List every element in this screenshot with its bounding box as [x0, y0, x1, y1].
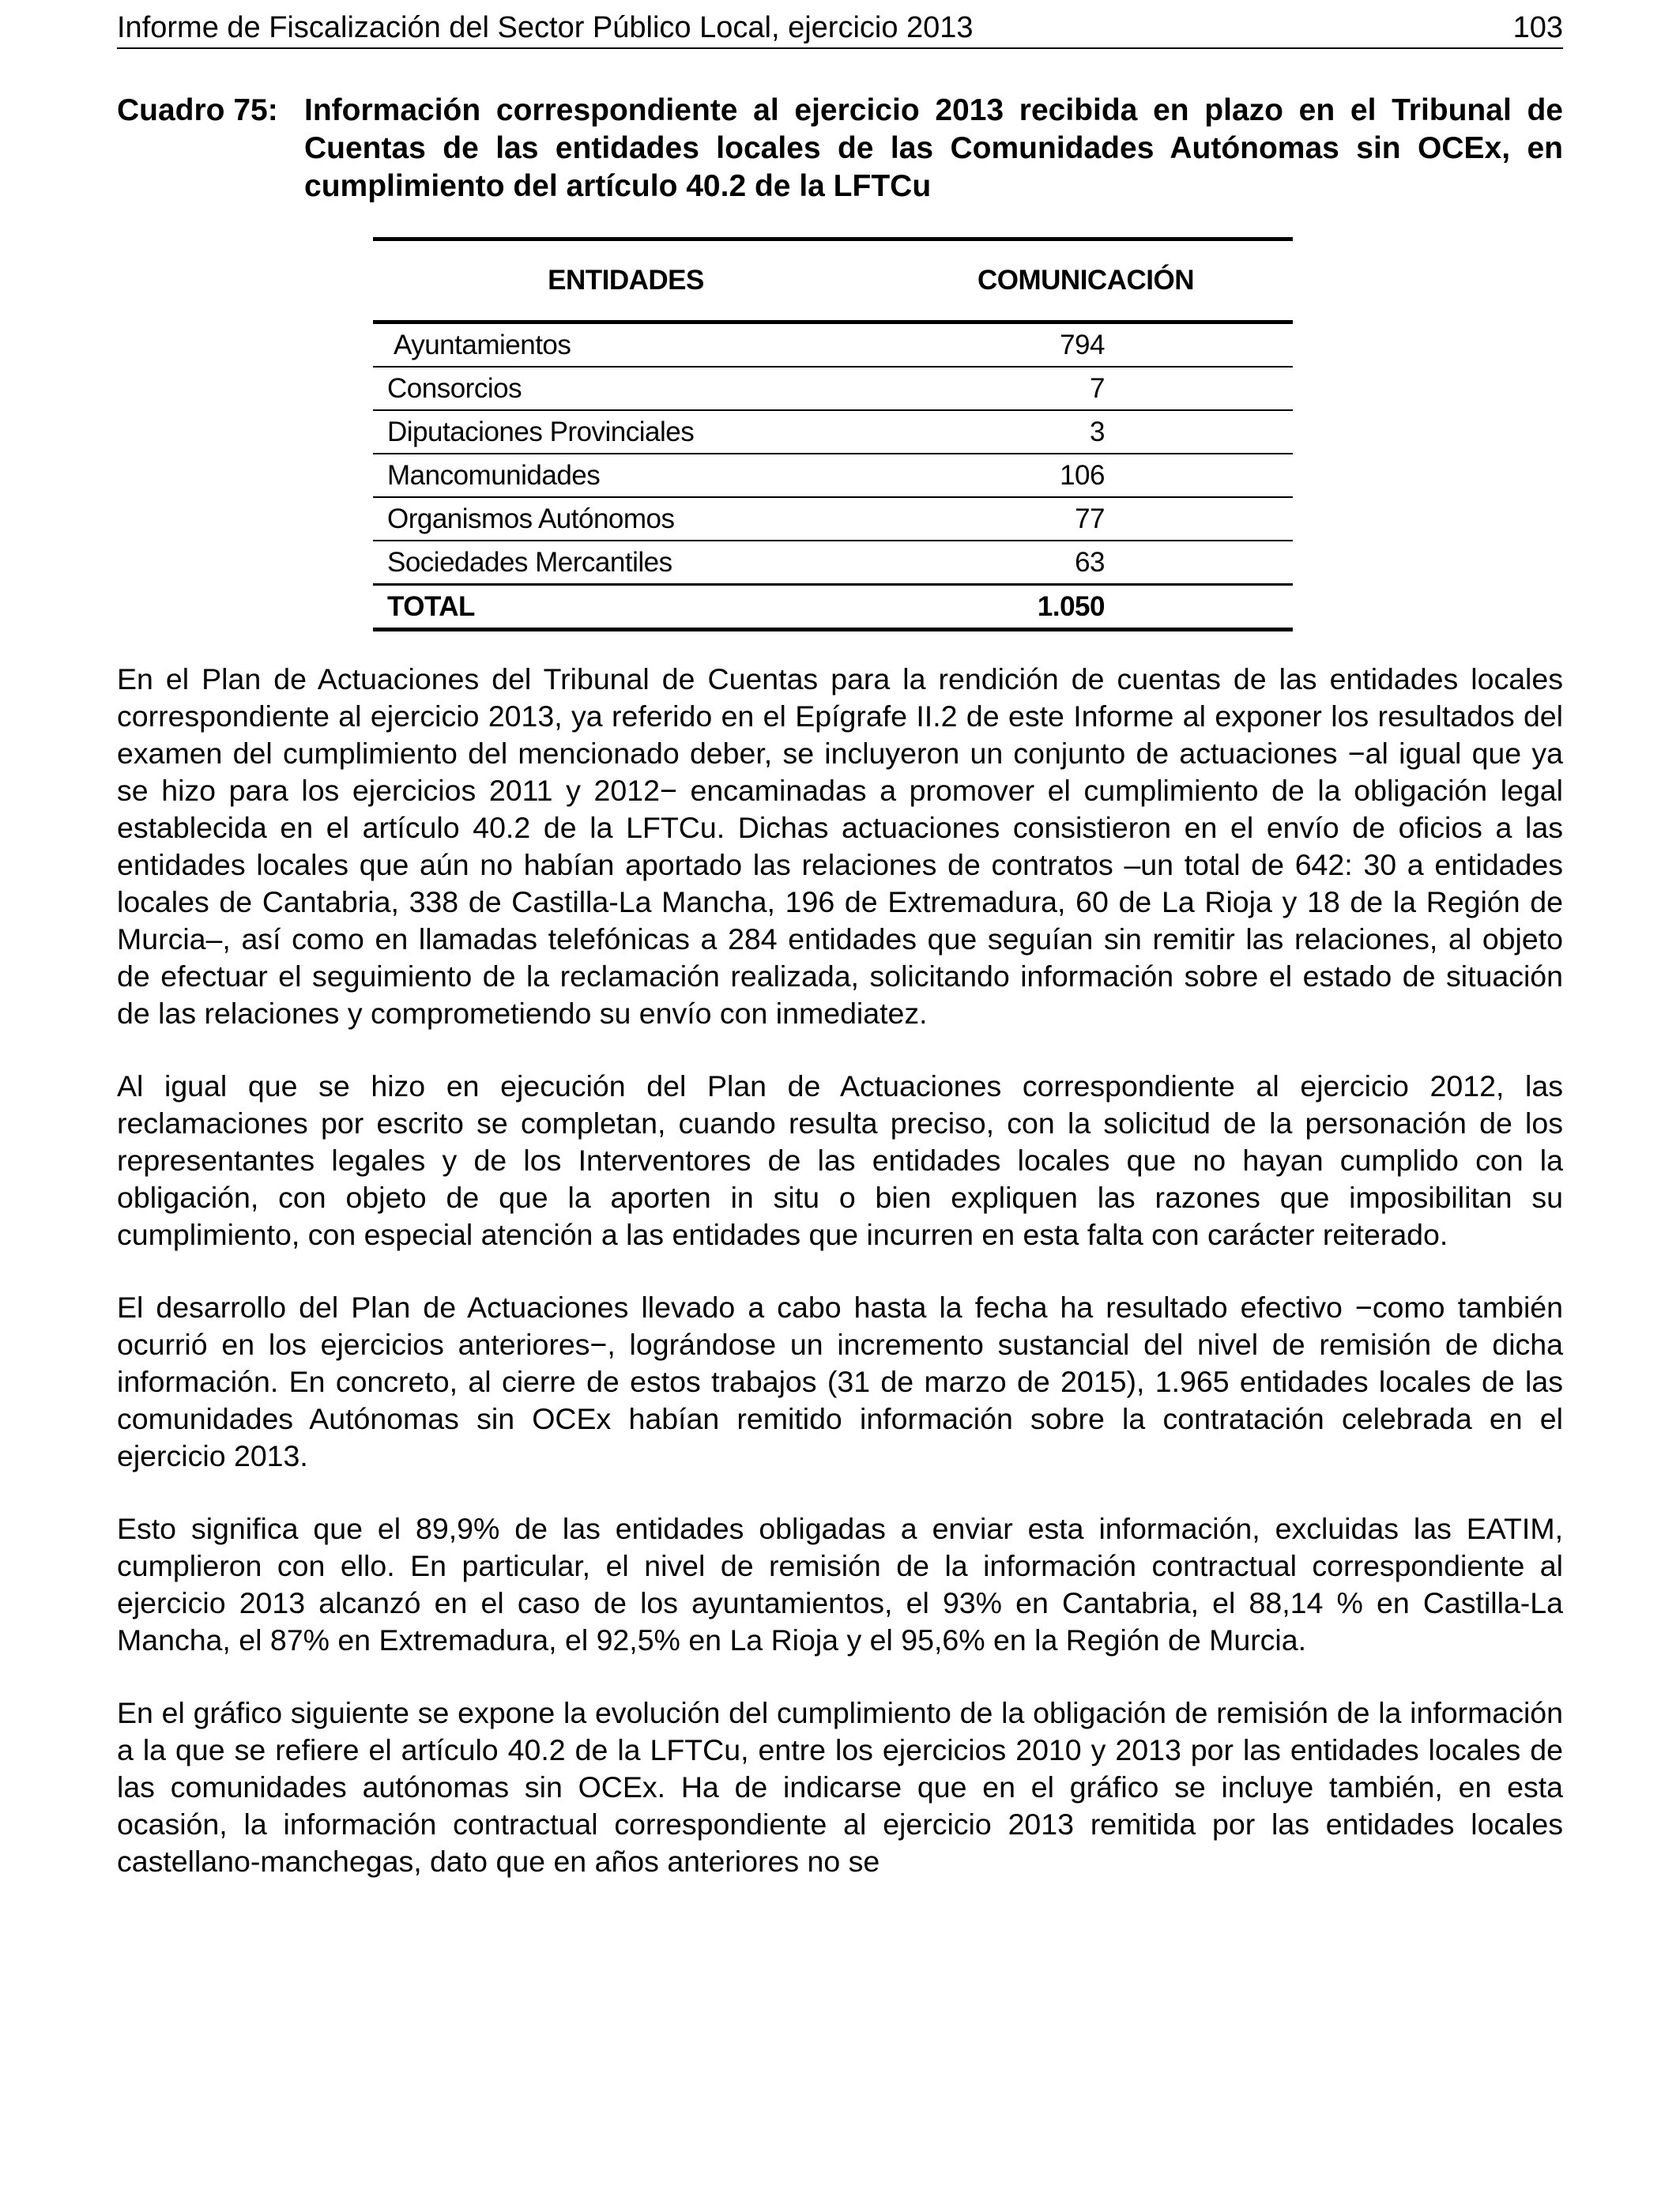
table-row — [373, 454, 1293, 497]
row-name: Mancomunidades — [373, 454, 879, 497]
header-title: Informe de Fiscalización del Sector Público Local, ejercicio 2013 — [117, 11, 974, 44]
data-table — [373, 237, 1293, 631]
row-name: Consorcios — [373, 367, 879, 410]
table-row — [373, 410, 1293, 454]
entities-table — [373, 237, 1293, 631]
paragraph: El desarrollo del Plan de Actuaciones llevado a cabo hasta la fecha ha resultado efectivo −como también ocurrió en los ejercicios anteriores−, lográndose un incremento sustancial del nivel de remisión de dicha información. En concreto, al cierre de estos trabajos (31 de marzo de 2015), 1.965 entidades locales de las comunidades Autónomas sin OCEx habían remitido información sobre la contratación celebrada en el ejercicio 2013. — [117, 1291, 1563, 1472]
paragraph: En el gráfico siguiente se expone la evolución del cumplimiento de la obligación de remisión de la información a la que se refiere el artículo 40.2 de la LFTCu, entre los ejercicios 2010 y 2013 por las entidades locales de las comunidades autónomas sin OCEx. Ha de indicarse que en el gráfico se incluye también, en esta ocasión, la información contractual correspondiente al ejercicio 2013 remitida por las entidades locales castellano-manchegas, dato que en años anteriores no se — [117, 1696, 1563, 1878]
total-label: TOTAL — [373, 585, 879, 630]
table-row — [373, 322, 1293, 368]
row-value: 7 — [879, 367, 1293, 410]
row-value: 794 — [879, 322, 1293, 368]
row-name: Sociedades Mercantiles — [373, 541, 879, 585]
row-value: 106 — [879, 454, 1293, 497]
table-row — [373, 541, 1293, 585]
caption-label: Cuadro 75: — [117, 93, 278, 127]
column-header-comunicacion: COMUNICACIÓN — [879, 239, 1293, 322]
body-text — [117, 661, 1563, 1916]
row-name: Ayuntamientos — [373, 322, 879, 368]
paragraph: En el Plan de Actuaciones del Tribunal de Cuentas para la rendición de cuentas de las entidades locales correspondiente al ejercicio 2013, ya referido en el Epígrafe II.2 de este Informe al exponer los resultados del examen del cumplimiento del mencionado deber, se incluyeron un conjunto de actuaciones −al igual que ya se hizo para los ejercicios 2011 y 2012− encaminadas a promover el cumplimiento de la obligación legal establecida en el artículo 40.2 de la LFTCu. Dichas actuaciones consistieron en el envío de oficios a las entidades locales que aún no habían aportado las relaciones de contratos –un total de 642: 30 a entidades locales de Cantabria, 338 de Castilla-La Mancha, 196 de Extremadura, 60 de La Rioja y 18 de la Región de Murcia–, así como en llamadas telefónicas a 284 entidades que seguían sin remitir las relaciones, al objeto de efectuar el seguimiento de la reclamación realizada, solicitando información sobre el estado de situación de las relaciones y comprometiendo su envío con inmediatez. — [117, 662, 1563, 1030]
document-page — [117, 0, 1563, 2194]
row-name: Diputaciones Provinciales — [373, 410, 879, 454]
caption-text: Información correspondiente al ejercicio 2013 recibida en plazo en el Tribunal de Cuentas de las entidades locales de las Comunidades Autónomas sin OCEx, en cumplimiento del artículo 40.2 de la LFTCu — [304, 93, 1563, 203]
column-header-entidades: ENTIDADES — [373, 239, 879, 322]
table-total-row — [373, 585, 1293, 630]
row-value: 77 — [879, 497, 1293, 541]
paragraph: Al igual que se hizo en ejecución del Plan de Actuaciones correspondiente al ejercicio 2012, las reclamaciones por escrito se completan, cuando resulta preciso, con la solicitud de la personación de los representantes legales y de los Interventores de las entidades locales que no hayan cumplido con la obligación, con objeto de que la aporten in situ o bien expliquen las razones que imposibilitan su cumplimiento, con especial atención a las entidades que incurren en esta falta con carácter reiterado. — [117, 1069, 1563, 1251]
table-row — [373, 367, 1293, 410]
table-header-row — [373, 239, 1293, 322]
row-value: 3 — [879, 410, 1293, 454]
row-value: 63 — [879, 541, 1293, 585]
running-header — [117, 8, 1563, 49]
paragraph: Esto significa que el 89,9% de las entidades obligadas a enviar esta información, excluidas las EATIM, cumplieron con ello. En particular, el nivel de remisión de la información contractual correspondiente al ejercicio 2013 alcanzó en el caso de los ayuntamientos, el 93% en Cantabria, el 88,14 % en Castilla-La Mancha, el 87% en Extremadura, el 92,5% en La Rioja y el 95,6% en la Región de Murcia. — [117, 1512, 1563, 1657]
total-value: 1.050 — [879, 585, 1293, 630]
table-row — [373, 497, 1293, 541]
page-number: 103 — [1512, 11, 1563, 44]
row-name: Organismos Autónomos — [373, 497, 879, 541]
